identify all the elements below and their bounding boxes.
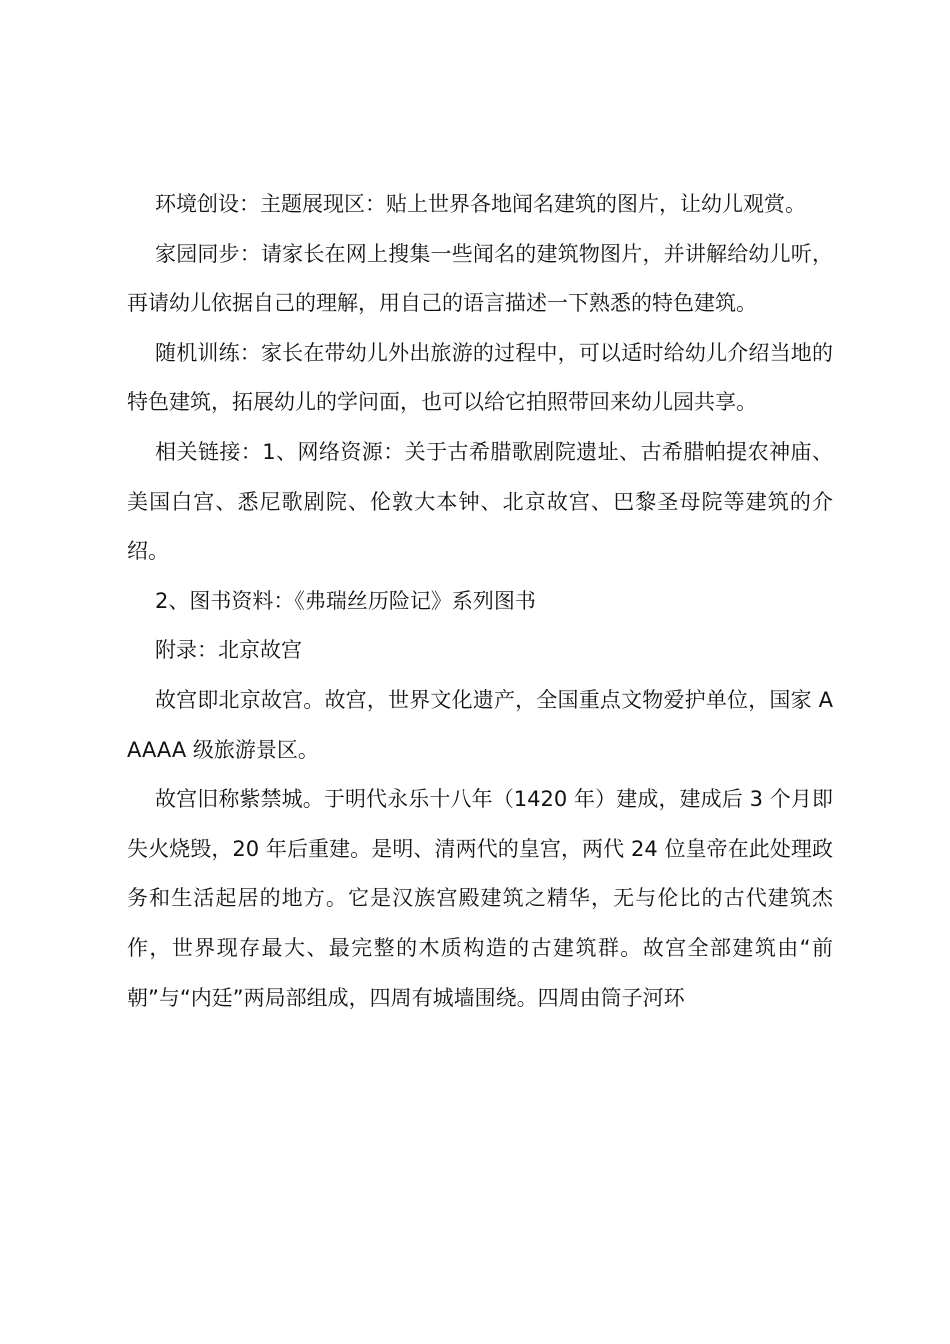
paragraph-palace-history: 故宫旧称紫禁城。于明代永乐十八年（1420 年）建成，建成后 3 个月即失火烧毁，20 年后重建。是明、清两代的皇宫，两代 24 位皇帝在此处理政务和生活起居的地方。它是汉族宫殿建筑之精华，无与伦比的古代建筑杰作，世界现存最大、最完整的木质构造的古建筑群。故宫全部建筑由“前朝”与“内廷”两局部组成，四周有城墙围绕。四周由筒子河环 [127, 787, 833, 1010]
paragraph-related-links: 相关链接：1、网络资源：关于古希腊歌剧院遗址、古希腊帕提农神庙、美国白宫、悉尼歌剧院、伦敦大本钟、北京故宫、巴黎圣母院等建筑的介绍。 [127, 439, 833, 564]
paragraph-book-resources: 2、图书资料：《弗瑞丝历险记》系列图书 [155, 588, 536, 613]
paragraph-home-sync: 家园同步：请家长在网上搜集一些闻名的建筑物图片，并讲解给幼儿听，再请幼儿依据自己的理解，用自己的语言描述一下熟悉的特色建筑。 [127, 241, 833, 316]
paragraph-random-training: 随机训练：家长在带幼儿外出旅游的过程中，可以适时给幼儿介绍当地的特色建筑，拓展幼儿的学问面，也可以给它拍照带回来幼儿园共享。 [127, 340, 833, 415]
document-body [127, 180, 833, 1023]
paragraph-palace-intro: 故宫即北京故宫。故宫，世界文化遗产，全国重点文物爱护单位，国家 AAAAA 级旅游景区。 [127, 687, 833, 762]
paragraph-environment-setup: 环境创设：主题展现区：贴上世界各地闻名建筑的图片，让幼儿观赏。 [155, 192, 806, 216]
paragraph-appendix-title: 附录：北京故宫 [155, 638, 302, 663]
